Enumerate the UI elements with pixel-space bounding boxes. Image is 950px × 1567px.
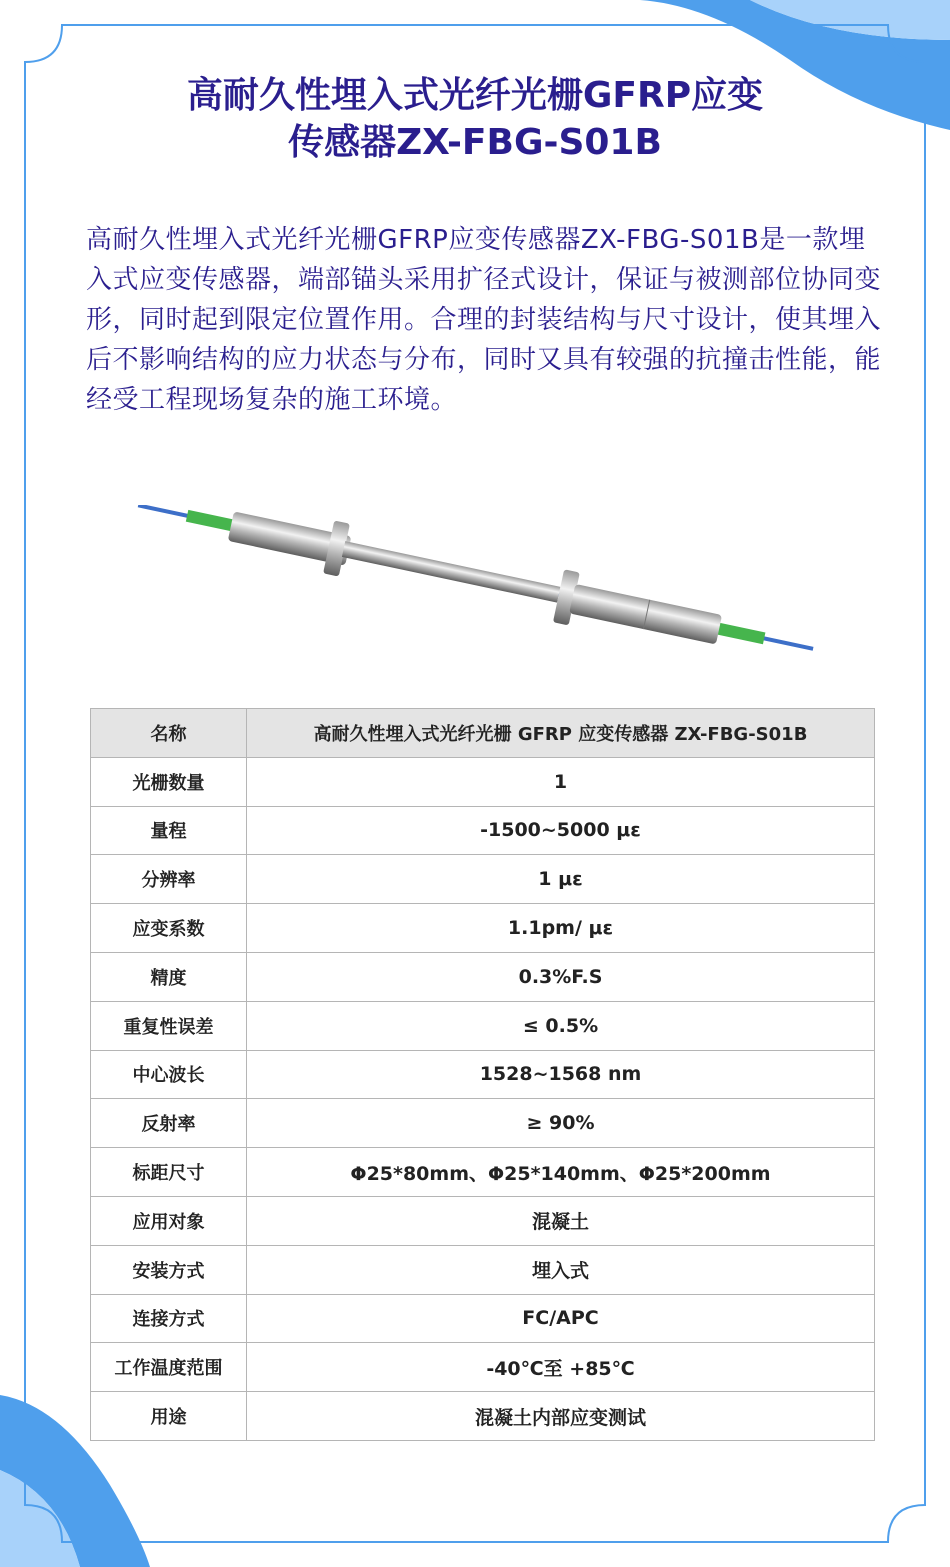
spec-label: 重复性误差 bbox=[91, 1001, 247, 1050]
page-title bbox=[0, 72, 950, 166]
spec-value: 混凝土内部应变测试 bbox=[247, 1392, 875, 1441]
spec-label: 光栅数量 bbox=[91, 757, 247, 806]
spec-value: 1528~1568 nm bbox=[247, 1050, 875, 1099]
spec-value: FC/APC bbox=[247, 1294, 875, 1343]
spec-table bbox=[90, 708, 875, 1441]
spec-row bbox=[91, 855, 875, 904]
title-line-2: 传感器ZX-FBG-S01B bbox=[288, 122, 662, 163]
spec-label: 精度 bbox=[91, 952, 247, 1001]
spec-row bbox=[91, 1343, 875, 1392]
spec-label: 名称 bbox=[91, 709, 247, 758]
spec-row bbox=[91, 1148, 875, 1197]
spec-row bbox=[91, 1294, 875, 1343]
spec-value: ≥ 90% bbox=[247, 1099, 875, 1148]
spec-row bbox=[91, 1196, 875, 1245]
spec-label: 连接方式 bbox=[91, 1294, 247, 1343]
spec-value: 1.1pm/ με bbox=[247, 904, 875, 953]
spec-value: Φ25*80mm、Φ25*140mm、Φ25*200mm bbox=[247, 1148, 875, 1197]
spec-value: ≤ 0.5% bbox=[247, 1001, 875, 1050]
spec-row bbox=[91, 1001, 875, 1050]
spec-row bbox=[91, 904, 875, 953]
spec-value: 高耐久性埋入式光纤光栅 GFRP 应变传感器 ZX-FBG-S01B bbox=[247, 709, 875, 758]
spec-row bbox=[91, 1245, 875, 1294]
spec-value: 0.3%F.S bbox=[247, 952, 875, 1001]
sensor-product-image bbox=[130, 505, 820, 655]
spec-label: 分辨率 bbox=[91, 855, 247, 904]
spec-label: 应用对象 bbox=[91, 1196, 247, 1245]
spec-value: 埋入式 bbox=[247, 1245, 875, 1294]
spec-label: 反射率 bbox=[91, 1099, 247, 1148]
spec-label: 中心波长 bbox=[91, 1050, 247, 1099]
spec-value: -40℃至 +85℃ bbox=[247, 1343, 875, 1392]
spec-row bbox=[91, 757, 875, 806]
spec-label: 用途 bbox=[91, 1392, 247, 1441]
spec-value: 1 με bbox=[247, 855, 875, 904]
spec-value: 混凝土 bbox=[247, 1196, 875, 1245]
spec-row bbox=[91, 1099, 875, 1148]
spec-label: 标距尺寸 bbox=[91, 1148, 247, 1197]
spec-label: 安装方式 bbox=[91, 1245, 247, 1294]
spec-value: 1 bbox=[247, 757, 875, 806]
spec-label: 量程 bbox=[91, 806, 247, 855]
spec-row bbox=[91, 952, 875, 1001]
spec-row bbox=[91, 1392, 875, 1441]
title-line-1: 高耐久性埋入式光纤光栅GFRP应变 bbox=[186, 75, 764, 116]
spec-value: -1500~5000 με bbox=[247, 806, 875, 855]
spec-row bbox=[91, 1050, 875, 1099]
product-description: 高耐久性埋入式光纤光栅GFRP应变传感器ZX-FBG-S01B是一款埋入式应变传感器，端部锚头采用扩径式设计，保证与被测部位协同变形，同时起到限定位置作用。合理的封装结构与尺寸设计，使其埋入后不影响结构的应力状态与分布，同时又具有较强的抗撞击性能，能经受工程现场复杂的施工环境。 bbox=[86, 225, 882, 415]
spec-label: 应变系数 bbox=[91, 904, 247, 953]
spec-table-header bbox=[91, 709, 875, 758]
spec-label: 工作温度范围 bbox=[91, 1343, 247, 1392]
spec-row bbox=[91, 806, 875, 855]
